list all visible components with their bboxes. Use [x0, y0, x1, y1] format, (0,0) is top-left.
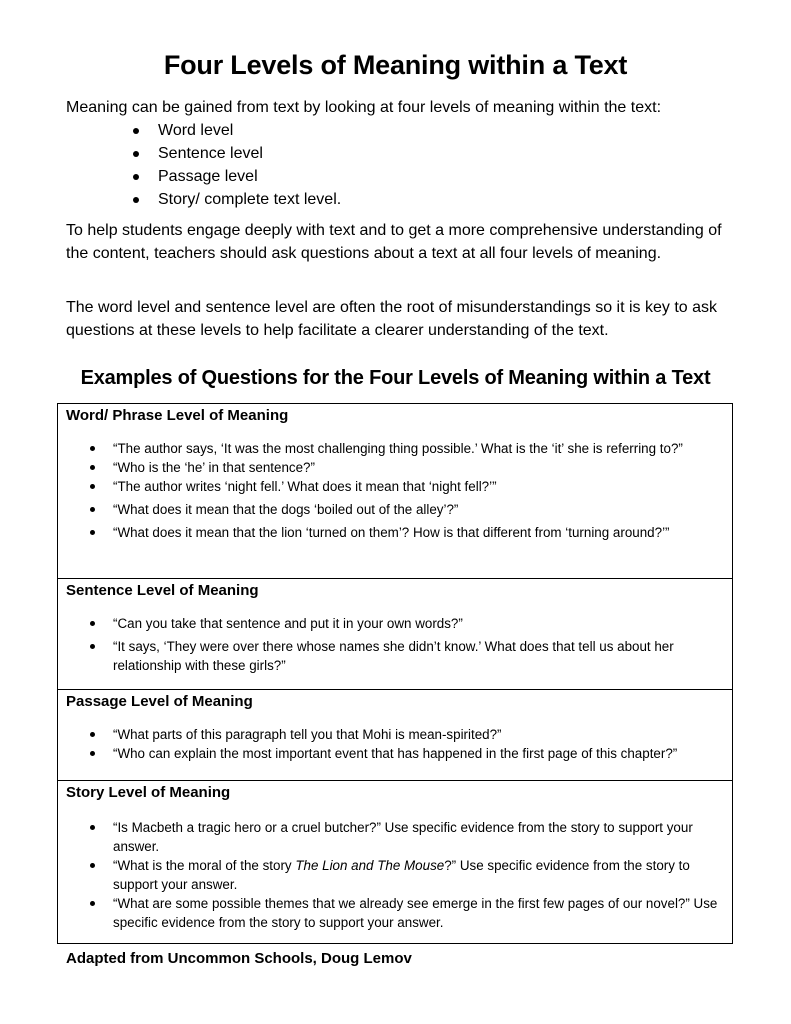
sentence-level-section	[58, 578, 732, 689]
intro-paragraph: Meaning can be gained from text by looking at four levels of meaning within the text:	[66, 99, 662, 116]
word-level-section	[58, 404, 732, 578]
question-text-start: “What is the moral of the story	[113, 858, 296, 873]
levels-list	[130, 119, 341, 211]
question-item: “It says, ‘They were over there whose names she didn’t know.’ What does that tell us about her relationship with these girls?”	[58, 637, 734, 675]
levels-list-item: Sentence level	[130, 142, 341, 165]
story-title: The Lion and The Mouse	[295, 858, 445, 873]
levels-list-item: Passage level	[130, 165, 341, 188]
paragraph-engagement: To help students engage deeply with text and to get a more comprehensive understanding of the content, teachers should ask questions about a text at all four levels of meaning.	[66, 222, 722, 262]
section-heading: Story Level of Meaning	[66, 784, 231, 801]
levels-list-item: Story/ complete text level.	[130, 188, 341, 211]
question-item: “Can you take that sentence and put it in your own words?”	[58, 614, 734, 633]
section-heading: Word/ Phrase Level of Meaning	[66, 407, 289, 424]
paragraph-misunderstandings: The word level and sentence level are often the root of misunderstandings so it is key to ask questions at these levels to help facilitate a clearer understanding of the text.	[66, 299, 718, 339]
page-title: Four Levels of Meaning within a Text	[163, 50, 628, 80]
question-list	[58, 614, 734, 675]
passage-level-section	[58, 689, 732, 780]
question-item: “The author says, ‘It was the most challenging thing possible.’ What is the ‘it’ she is referring to?”	[58, 439, 734, 458]
levels-list-item: Word level	[130, 119, 341, 142]
question-list	[58, 439, 734, 542]
section-heading: Passage Level of Meaning	[66, 693, 253, 710]
attribution: Adapted from Uncommon Schools, Doug Lemov	[66, 950, 412, 967]
question-item: “What does it mean that the lion ‘turned on them’? How is that different from ‘turning around?’”	[58, 523, 734, 542]
question-item	[58, 856, 734, 894]
question-item: “Is Macbeth a tragic hero or a cruel butcher?” Use specific evidence from the story to support your answer.	[58, 818, 734, 856]
question-item: “What parts of this paragraph tell you that Mohi is mean-spirited?”	[58, 725, 734, 744]
question-item: “What are some possible themes that we already see emerge in the first few pages of our novel?” Use specific evidence from the story to support your answer.	[58, 894, 734, 932]
question-item: “Who is the ‘he’ in that sentence?”	[58, 458, 734, 477]
question-list	[58, 725, 734, 763]
question-item: “The author writes ‘night fell.’ What does it mean that ‘night fell?’”	[58, 477, 734, 496]
question-list	[58, 818, 734, 932]
section-heading: Sentence Level of Meaning	[66, 582, 259, 599]
questions-table	[57, 403, 733, 944]
section-title: Examples of Questions for the Four Levels of Meaning within a Text	[80, 367, 711, 389]
question-item: “What does it mean that the dogs ‘boiled out of the alley’?”	[58, 500, 734, 519]
question-item: “Who can explain the most important event that has happened in the first page of this chapter?”	[58, 744, 734, 763]
story-level-section	[58, 780, 732, 944]
question-text-end: ?” Use specific evidence from the story to support your answer.	[113, 858, 690, 892]
